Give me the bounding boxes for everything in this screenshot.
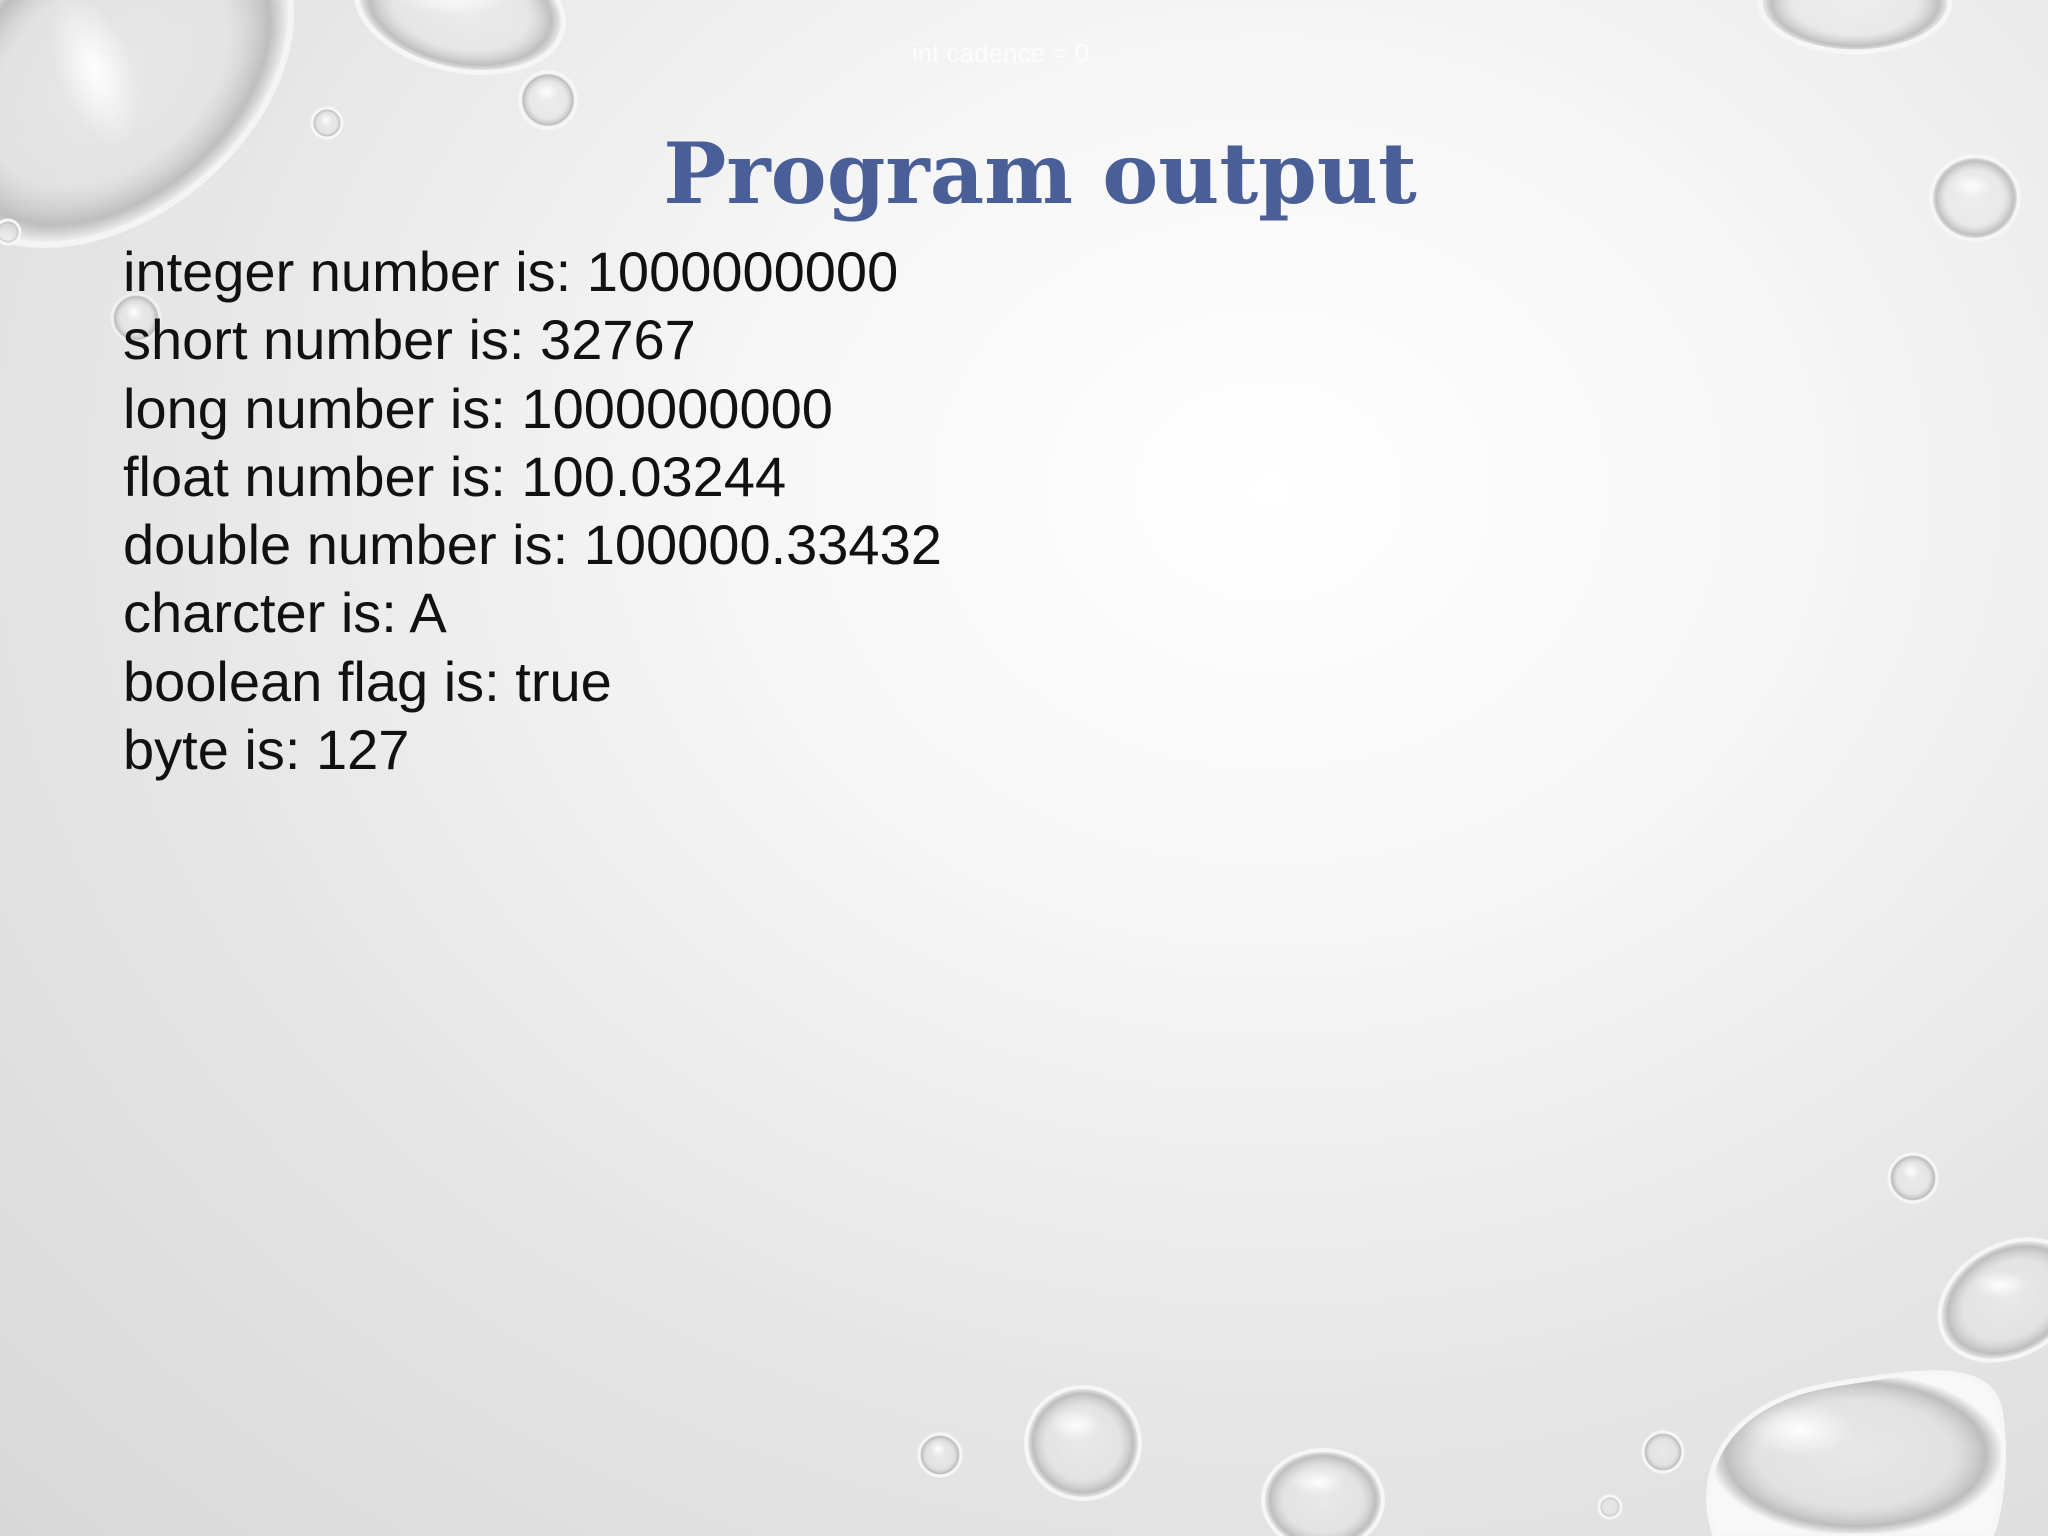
water-drop	[1760, 0, 1950, 52]
output-line-short: short number is: 32767	[123, 308, 696, 372]
water-drop	[919, 1434, 961, 1476]
water-drop	[0, 220, 20, 244]
program-output-list	[123, 238, 942, 784]
water-drop	[520, 72, 576, 128]
water-drop	[1643, 1432, 1683, 1472]
water-drop	[1889, 1154, 1937, 1202]
water-drop	[1709, 1373, 2004, 1536]
output-line-long: long number is: 1000000000	[123, 376, 833, 440]
output-line-double: double number is: 100000.33432	[123, 513, 942, 577]
output-line-boolean: boolean flag is: true	[123, 649, 612, 713]
water-drop	[1263, 1450, 1383, 1536]
slide-title: Program output	[663, 124, 1417, 224]
output-line-float: float number is: 100.03244	[123, 444, 787, 508]
water-drop	[1026, 1387, 1140, 1499]
output-line-byte: byte is: 127	[123, 718, 410, 782]
water-drop	[1599, 1496, 1621, 1518]
output-line-character: charcter is: A	[123, 581, 447, 645]
water-drop	[1918, 1215, 2048, 1385]
faint-code-text: int cadence = 0	[912, 38, 1090, 68]
output-line-integer: integer number is: 1000000000	[123, 240, 899, 303]
